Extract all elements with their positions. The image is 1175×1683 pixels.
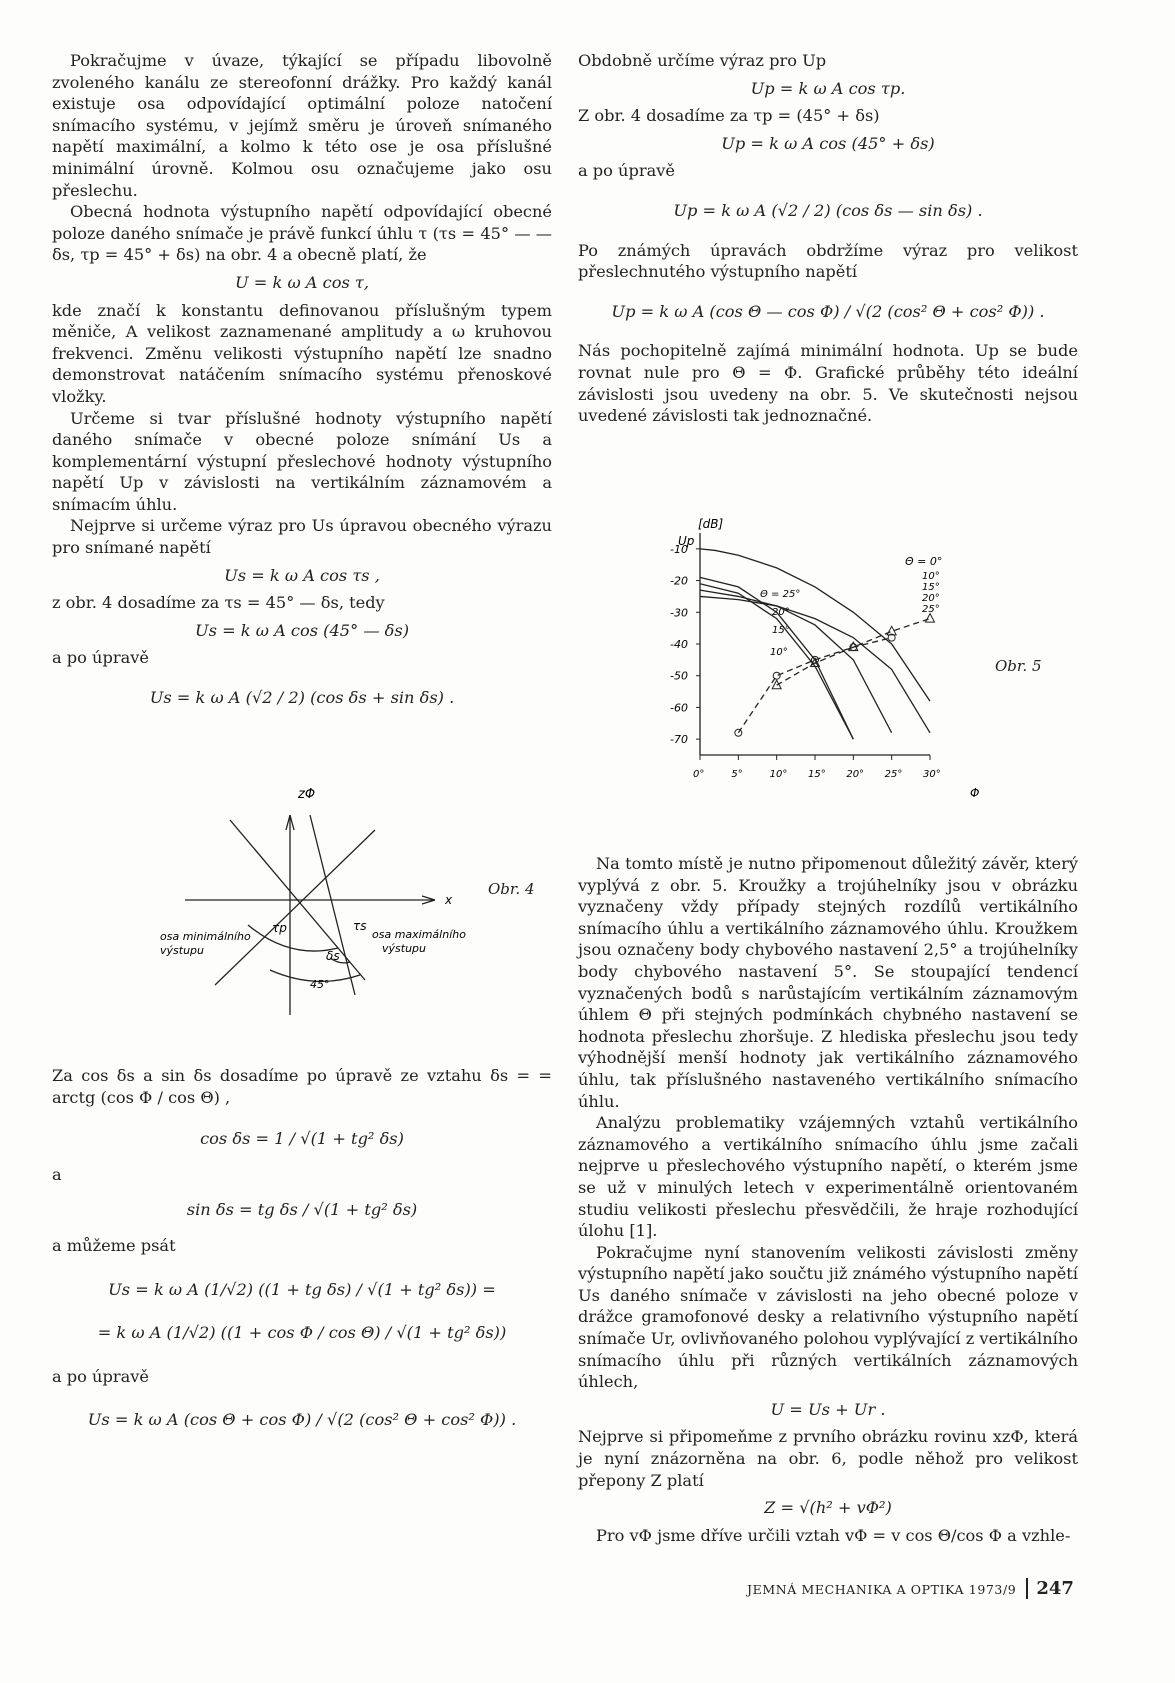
equation: = k ω A (1/√2) ((1 + cos Φ / cos Θ) / √(1 + tg² δs)) [97,1323,507,1343]
figure-4-caption: Obr. 4 [488,880,535,898]
equation: Us = k ω A cos τs , [224,565,380,585]
x-tick-label: 10° [769,769,788,780]
min-axis-label: osa minimálního výstupu [160,930,251,957]
x-tick-label: 5° [731,769,743,780]
paragraph: Pro vΦ jsme dříve určili vztah vΦ = v cos Θ/cos Φ a vzhle- [596,1525,1071,1545]
delta-s-label: δs [326,949,340,963]
max-axis-label: osa maximálního výstupu [372,928,466,955]
paragraph: kde značí k konstantu definovanou příslušným typem měniče, A velikost zaznamenané amplitudy a ω kruhovou frekvenci. Změnu velikosti výstupního napětí lze snadno demonstrovat natáčením snímacího systému přenoskové vložky. [52,300,552,406]
x-tick-label: 15° [808,769,826,780]
circle-marker [773,672,780,679]
y-tick-label: -20 [670,574,688,588]
paragraph: Nejprve si určeme výraz pro Us úpravou obecného výrazu pro snímané napětí [52,516,552,558]
series-line [700,577,853,739]
paragraph: a po úpravě [52,1366,149,1386]
circle-marker [735,729,742,736]
series-label: 10° [922,571,940,582]
page-footer [747,1578,1074,1599]
paragraph: Analýzu problematiky vzájemných vztahů vertikálního záznamového a vertikálního snímacího úhlu jsme začali nejprve u přeslechového výstupního napětí, o kterém jsme se už v minulých letech v experimentálně orientovaném studiu velikosti přeslechu přesvědčili, že hraje rozhodující úlohu [1]. [578,1113,1078,1241]
series-label: Θ = 25° [760,589,801,600]
y-tick-label: -60 [670,701,688,715]
equation: U = Us + Ur . [770,1399,886,1419]
equation: Us = k ω A (√2 / 2) (cos δs + sin δs) . [149,688,455,708]
right-column [578,50,1078,427]
y-tick-label: -50 [670,669,688,683]
series-label: 25° [922,604,940,615]
paragraph: Na tomto místě je nutno připomenout důležitý závěr, který vyplývá z obr. 5. Kroužky a trojúhelníky jsou v obrázku vyznačeny vždy případy stejných rozdílů vertikálního snímacího úhlu a vertikálního záznamového úhlu. Kroužkem jsou označeny body chybového nastavení 2,5° a trojúhelníky body chybového nastavení 5°. Se stoupající tendencí vyznačených bodů s narůstajícím vertikálním záznamovým úhlem Θ při stejných podmínkách chybného nastavení se hodnota přeslechu zhoršuje. Z hlediska přeslechu jsou tedy výhodnější menší hodnoty jak vertikálního záznamového úhlu, tak příslušného nastaveného vertikálního snímacího úhlu. [578,854,1078,1111]
page-number: 247 [1026,1578,1074,1599]
series-line [700,596,930,732]
paragraph: a po úpravě [578,161,675,181]
angle-45-label: 45° [310,978,330,991]
series-label: 15° [922,582,940,593]
series-label: 20° [772,607,790,618]
series-label: 10° [770,647,788,658]
label-a: a [52,1164,62,1184]
figure-5-chart [660,515,1000,810]
x-tick-label: 30° [923,769,941,780]
paragraph: a můžeme psát [52,1235,176,1255]
paragraph: Pokračujme nyní stanovením velikosti závislosti změny výstupního napětí jako součtu již známého výstupního napětí Us daného snímače v závislosti na jeho obecné poloze v drážce gramofonové desky a relativního výstupního napětí snímače Ur, ovlivňovaného polohou vyplývající z vertikálního snímacího úhlu při různých vertikálních záznamových úhlech, [578,1242,1078,1392]
paragraph: Pokračujme v úvaze, týkající se případu libovolně zvoleného kanálu ze stereofonní drážky. Pro každý kanál existuje osa odpovídající optimální poloze natočení snímacího systému, v jejímž směru je úroveň snímaného napětí maximální, a kolmo k této ose je osa příslušné minimální úrovně. Kolmou osu označujeme jako osu přeslechu. [52,51,552,200]
equation: U = k ω A cos τ, [235,272,369,292]
equation: Up = k ω A (√2 / 2) (cos δs — sin δs) . [673,200,983,220]
series-label: 20° [922,593,940,604]
series-line [738,638,891,733]
figure-4 [160,780,520,1025]
paragraph: Určeme si tvar příslušné hodnoty výstupního napětí daného snímače v obecné poloze snímání Us a komplementární výstupní přeslechové hodnoty výstupního napětí Up v závislosti na vertikálním záznamovém a snímacím úhlu. [52,408,552,514]
equation: cos δs = 1 / √(1 + tg² δs) [200,1129,404,1149]
x-axis-label: Φ [970,786,980,800]
x-tick-label: 0° [693,769,705,780]
x-tick-label: 20° [846,769,865,780]
left-column [52,50,552,727]
equation: Us = k ω A cos (45° — δs) [194,620,410,640]
y-axis-label: Up [678,534,695,548]
left-column-lower [52,1065,552,1453]
series-label: Θ = 0° [905,555,943,568]
equation: Us = k ω A (1/√2) ((1 + tg δs) / √(1 + tg² δs)) = [108,1279,496,1299]
paragraph: a po úpravě [52,648,149,668]
y-tick-label: -30 [670,606,688,620]
paragraph: Nás pochopitelně zajímá minimální hodnota. Up se bude rovnat nule pro Θ = Φ. Grafické průběhy této ideální závislosti jsou uvedeny na obr. 5. Ve skutečnosti nejsou uvedené závislosti tak jednoznačné. [578,341,1078,426]
paragraph: z obr. 4 dosadíme za τs = 45° — δs, tedy [52,593,385,613]
equation: Up = k ω A (cos Θ — cos Φ) / √(2 (cos² Θ + cos² Φ)) . [611,301,1045,321]
tau-s-label: τs [353,919,367,933]
equation: Up = k ω A cos τp. [750,78,906,98]
tau-p-label: τp [272,921,287,935]
series-line [777,619,930,686]
paragraph: Obdobně určíme výraz pro Up [578,51,827,70]
x-axis-label: x [445,893,453,907]
equation: Z = √(h² + vΦ²) [764,1498,892,1518]
x-tick-label: 25° [884,769,903,780]
right-column-lower [578,853,1078,1546]
equation: sin δs = tg δs / √(1 + tg² δs) [186,1200,418,1220]
figure-5-caption: Obr. 5 [995,657,1042,675]
paragraph: Obecná hodnota výstupního napětí odpovídající obecné poloze daného snímače je právě funkcí úhlu τ (τs = 45° — — δs, τp = 45° + δs) na obr. 4 a obecně platí, že [52,202,552,265]
paragraph: Nejprve si připomeňme z prvního obrázku rovinu xzΦ, která je nyní znázorněna na obr. 6, podle něhož pro velikost přepony Z platí [578,1427,1078,1490]
series-label: 15° [772,625,790,636]
y-tick-label: -40 [670,638,688,651]
y-tick-label: -70 [670,733,688,747]
z-axis-label: zΦ [298,787,316,802]
series-line [700,590,892,733]
equation: Us = k ω A (cos Θ + cos Φ) / √(2 (cos² Θ + cos² Φ)) . [87,1410,517,1430]
y-tick-label: -10 [670,542,688,556]
paragraph: Z obr. 4 dosadíme za τp = (45° + δs) [578,106,880,126]
y-unit-label: [dB] [698,517,724,531]
journal-name: JEMNÁ MECHANIKA A OPTIKA 1973/9 [747,1582,1017,1597]
equation: Up = k ω A cos (45° + δs) [721,133,935,153]
paragraph: Po známých úpravách obdržíme výraz pro velikost přeslechnutého výstupního napětí [578,240,1078,282]
paragraph: Za cos δs a sin δs dosadíme po úpravě ze vztahu δs = = arctg (cos Φ / cos Θ) , [52,1066,552,1107]
